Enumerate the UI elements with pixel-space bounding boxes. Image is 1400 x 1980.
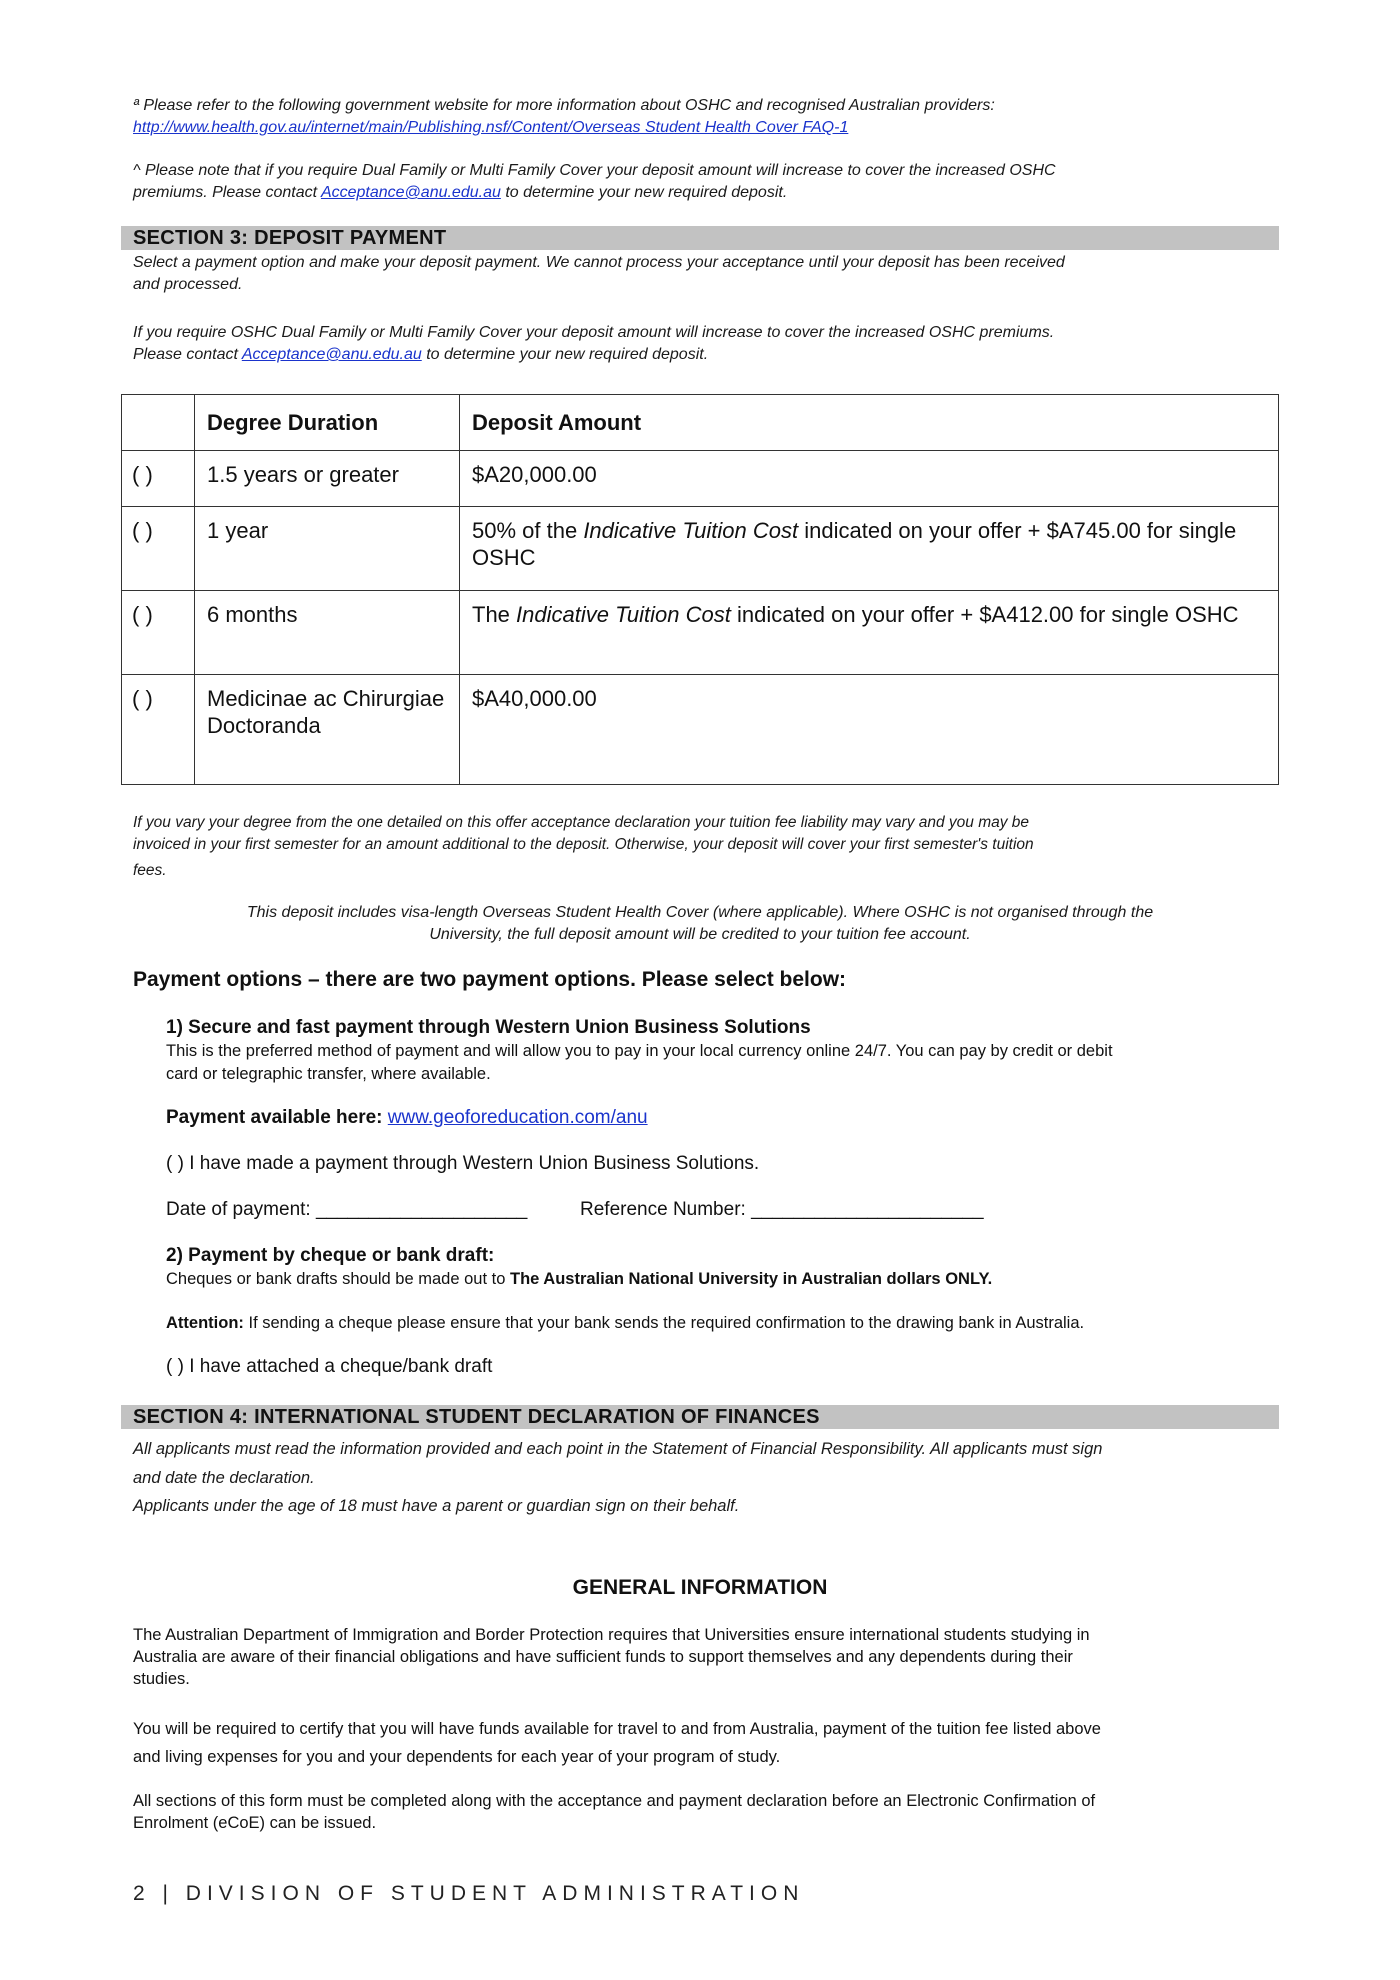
health-gov-link[interactable]: http://www.health.gov.au/internet/main/Publishing.nsf/Content/Overseas Student Health Cover FAQ-1: [133, 119, 849, 136]
vary-line1: If you vary your degree from the one detailed on this offer acceptance declaration your tuition fee liability may vary and you may be: [133, 814, 1030, 831]
general-p2-line2: and living expenses for you and your dependents for each year of your program of study.: [133, 1748, 781, 1766]
option2-line-bold: The Australian National University in Australian dollars ONLY.: [509, 1270, 993, 1288]
general-p2-line1: You will be required to certify that you will have funds available for travel to and from Australia, payment of the tuition fee listed above: [133, 1720, 1101, 1738]
section4-heading: SECTION 4: INTERNATIONAL STUDENT DECLARATION OF FINANCES: [121, 1405, 1279, 1429]
general-p1-line1: The Australian Department of Immigration and Border Protection requires that Universities ensure international students studying in: [133, 1626, 1090, 1644]
section3-heading: SECTION 3: DEPOSIT PAYMENT: [121, 226, 1279, 250]
general-p3-line2: Enrolment (eCoE) can be issued.: [133, 1814, 377, 1832]
general-p3-line1: All sections of this form must be completed along with the acceptance and payment declaration before an Electronic Confirmation of: [133, 1792, 1096, 1810]
radio-option[interactable]: ( ): [122, 675, 195, 785]
amount-cell: [460, 675, 1279, 785]
amount-text: $A40,000.00: [472, 686, 597, 711]
acceptance-email-link-2[interactable]: Acceptance@anu.edu.au: [241, 346, 422, 363]
deposit-table: [121, 394, 1279, 785]
table-row: [122, 451, 1279, 507]
duration-cell: 1.5 years or greater: [195, 451, 460, 507]
header-deposit-amount: Deposit Amount: [460, 395, 1279, 451]
payment-available-label: Payment available here:: [166, 1107, 388, 1128]
oshc-line2-prefix: Please contact: [133, 346, 242, 363]
acceptance-email-link[interactable]: Acceptance@anu.edu.au: [320, 184, 501, 201]
option2-line-prefix: Cheques or bank drafts should be made out to: [166, 1270, 510, 1288]
attention-text: If sending a cheque please ensure that your bank sends the required confirmation to the drawing bank in Australia.: [243, 1314, 1085, 1332]
vary-line3: fees.: [133, 862, 167, 879]
oshc-deposit-line2: University, the full deposit amount will be credited to your tuition fee account.: [429, 926, 971, 943]
note-b-text: ^ Please note that if you require Dual Family or Multi Family Cover your deposit amount will increase to cover the increased OSHC: [133, 162, 1056, 179]
section4-line2: and date the declaration.: [133, 1469, 315, 1487]
oshc-line2-suffix: to determine your new required deposit.: [421, 346, 709, 363]
option2-title: 2) Payment by cheque or bank draft:: [166, 1245, 495, 1266]
section3-oshc-line1: If you require OSHC Dual Family or Multi Family Cover your deposit amount will increase to cover the increased OSHC premiums.: [133, 324, 1055, 341]
option1-title: 1) Secure and fast payment through Western Union Business Solutions: [166, 1017, 811, 1038]
radio-option[interactable]: ( ): [122, 507, 195, 591]
attention-line: [166, 1312, 1084, 1335]
date-of-payment-field[interactable]: Date of payment: ____________________: [166, 1199, 528, 1220]
amount-text-italic: Indicative Tuition Cost: [516, 602, 731, 627]
payment-options-heading: Payment options – there are two payment options. Please select below:: [133, 968, 847, 991]
amount-text-pre: 50% of the: [472, 518, 584, 543]
duration-cell: Medicinae ac Chirurgiae Doctoranda: [195, 675, 460, 785]
header-degree-duration: Degree Duration: [195, 395, 460, 451]
page-footer: 2 | DIVISION OF STUDENT ADMINISTRATION: [133, 1882, 805, 1905]
amount-text: $A20,000.00: [472, 462, 597, 487]
amount-text-pre: The: [472, 602, 517, 627]
amount-text-post: indicated on your offer + $A745.00 for single OSHC: [472, 518, 1237, 570]
table-row: [122, 507, 1279, 591]
option1-line1: This is the preferred method of payment and will allow you to pay in your local currency online 24/7. You can pay by credit or debit: [166, 1042, 1113, 1060]
table-row: [122, 675, 1279, 785]
amount-text-italic: Indicative Tuition Cost: [583, 518, 799, 543]
section4-line1: All applicants must read the information provided and each point in the Statement of Financial Responsibility. All applicants must sign: [133, 1440, 1103, 1458]
amount-text-post: indicated on your offer + $A412.00 for single OSHC: [730, 602, 1239, 627]
note-b-line2: [133, 182, 787, 204]
header-select: [122, 395, 195, 451]
note-b-suffix: to determine your new required deposit.: [500, 184, 788, 201]
section3-oshc-line2: [133, 344, 708, 366]
table-row: [122, 591, 1279, 675]
wu-payment-checkbox[interactable]: ( ) I have made a payment through Western Union Business Solutions.: [166, 1153, 760, 1174]
general-info-heading: GENERAL INFORMATION: [572, 1576, 828, 1599]
option2-line: [166, 1268, 992, 1291]
note-a-text: ª Please refer to the following government website for more information about OSHC and recognised Australian providers:: [133, 97, 995, 114]
amount-cell: [460, 451, 1279, 507]
radio-option[interactable]: ( ): [122, 451, 195, 507]
section3-intro-line2: and processed.: [133, 276, 243, 293]
duration-cell: 1 year: [195, 507, 460, 591]
radio-option[interactable]: ( ): [122, 591, 195, 675]
attention-label: Attention:: [166, 1314, 244, 1332]
geoforeducation-link[interactable]: www.geoforeducation.com/anu: [387, 1107, 648, 1128]
note-b-prefix: premiums. Please contact: [133, 184, 321, 201]
table-header-row: [122, 395, 1279, 451]
vary-line2: invoiced in your first semester for an amount additional to the deposit. Otherwise, your deposit will cover your first semester's tuition: [133, 836, 1034, 853]
option1-line2: card or telegraphic transfer, where available.: [166, 1065, 491, 1083]
duration-cell: 6 months: [195, 591, 460, 675]
section4-line3: Applicants under the age of 18 must have a parent or guardian sign on their behalf.: [133, 1497, 740, 1515]
payment-available-line: [166, 1106, 648, 1130]
amount-cell: [460, 591, 1279, 675]
oshc-deposit-line1: This deposit includes visa-length Overseas Student Health Cover (where applicable). Where OSHC is not organised through the: [246, 904, 1154, 921]
amount-cell: [460, 507, 1279, 591]
general-p1-line2: Australia are aware of their financial obligations and have sufficient funds to support themselves and any dependents during their: [133, 1648, 1073, 1666]
reference-number-field[interactable]: Reference Number: ______________________: [580, 1199, 984, 1220]
cheque-checkbox[interactable]: ( ) I have attached a cheque/bank draft: [166, 1356, 493, 1377]
section3-intro-line1: Select a payment option and make your deposit payment. We cannot process your acceptance until your deposit has been received: [133, 254, 1065, 271]
general-p1-line3: studies.: [133, 1670, 190, 1688]
